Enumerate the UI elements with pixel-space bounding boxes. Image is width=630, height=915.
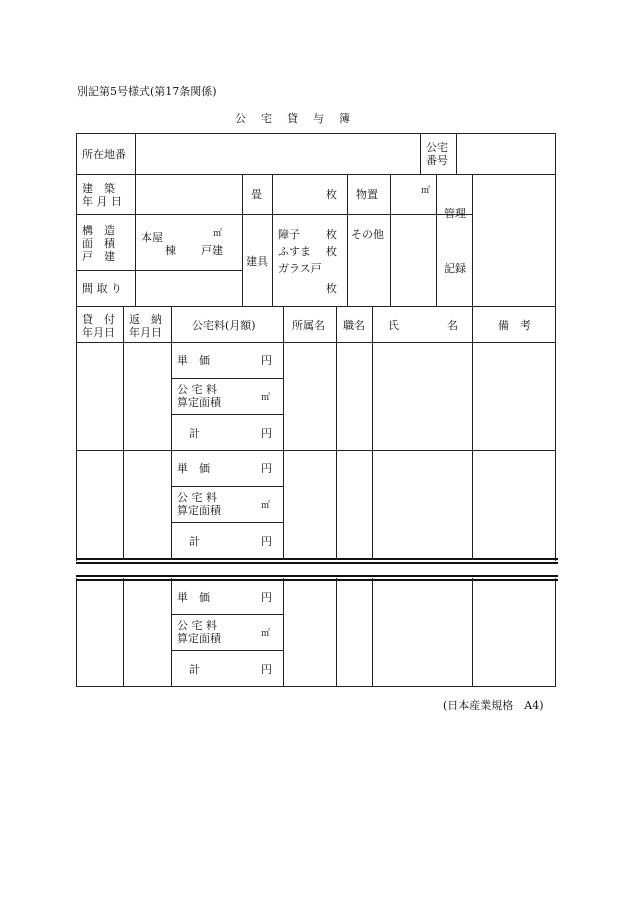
total-yen: 円 [261, 663, 272, 676]
house-number-label-2: 番号 [426, 154, 448, 167]
management-record-label-1: 管理 [444, 207, 466, 220]
lend-date-header-2: 年月日 [82, 326, 115, 339]
structure-label-1: 構 造 [82, 224, 115, 237]
total-label: 計 [189, 663, 200, 676]
unit-price-yen: 円 [261, 354, 272, 367]
calc-area-sqm: ㎡ [261, 629, 271, 639]
total-yen: 円 [261, 535, 272, 548]
unit-price-yen: 円 [261, 462, 272, 475]
rent-header: 公宅料(月額) [192, 319, 256, 332]
total-yen: 円 [261, 427, 272, 440]
name-header-surname: 氏 [388, 319, 399, 332]
shoji-label: 障子 [278, 228, 300, 241]
calc-area-label-2: 算定面積 [177, 632, 221, 645]
unit-price-label: 単 価 [177, 462, 210, 475]
units-label: 戸建 [201, 244, 223, 257]
department-header: 所属名 [292, 319, 325, 332]
calc-area-sqm: ㎡ [261, 501, 271, 511]
house-number-label-1: 公宅 [426, 141, 448, 154]
total-label: 計 [189, 427, 200, 440]
built-date-label-1: 建 築 [82, 182, 115, 195]
calc-area-label-2: 算定面積 [177, 504, 221, 517]
shoji-unit: 枚 [326, 228, 337, 241]
management-record-label-2: 記録 [444, 262, 466, 275]
main-house-sqm-unit: ㎡ [213, 229, 223, 239]
remarks-header: 備 考 [498, 319, 531, 332]
form-title: 公 宅 貸 与 簿 [235, 112, 352, 125]
calc-area-label-2: 算定面積 [177, 396, 221, 409]
structure-label-3: 戸 建 [82, 250, 115, 263]
tatami-sheets-unit: 枚 [326, 188, 337, 201]
job-title-header: 職名 [343, 319, 365, 332]
floor-plan-label: 間 取 り [82, 282, 122, 295]
structure-label-2: 面 積 [82, 237, 115, 250]
return-date-header-2: 年月日 [129, 326, 162, 339]
calc-area-label-1: 公 宅 料 [177, 491, 217, 504]
fusuma-unit: 枚 [326, 245, 337, 258]
return-date-header-1: 返 納 [129, 313, 162, 326]
form-caption: 別記第5号様式(第17条関係) [77, 85, 217, 98]
lend-date-header-1: 貸 付 [82, 313, 115, 326]
calc-area-sqm: ㎡ [261, 393, 271, 403]
unit-price-yen: 円 [261, 591, 272, 604]
built-date-label-2: 年 月 日 [82, 195, 122, 208]
unit-price-label: 単 価 [177, 354, 210, 367]
fittings-label: 建具 [246, 255, 268, 268]
location-label: 所在地番 [82, 148, 126, 161]
calc-area-label-1: 公 宅 料 [177, 619, 217, 632]
glass-door-unit: 枚 [326, 282, 337, 295]
glass-door-label: ガラス戸 [278, 262, 322, 275]
storage-sqm-unit: ㎡ [421, 186, 431, 196]
name-header-given: 名 [447, 319, 458, 332]
calc-area-label-1: 公 宅 料 [177, 383, 217, 396]
other-label: その他 [351, 228, 384, 241]
tatami-label: 畳 [251, 188, 262, 201]
fusuma-label: ふすま [278, 245, 311, 258]
main-house-label: 本屋 [141, 231, 163, 244]
unit-price-label: 単 価 [177, 591, 210, 604]
paper-size-note: (日本産業規格 A4) [443, 699, 544, 712]
storage-label: 物置 [356, 188, 378, 201]
ridges-label: 棟 [165, 244, 176, 257]
total-label: 計 [189, 535, 200, 548]
